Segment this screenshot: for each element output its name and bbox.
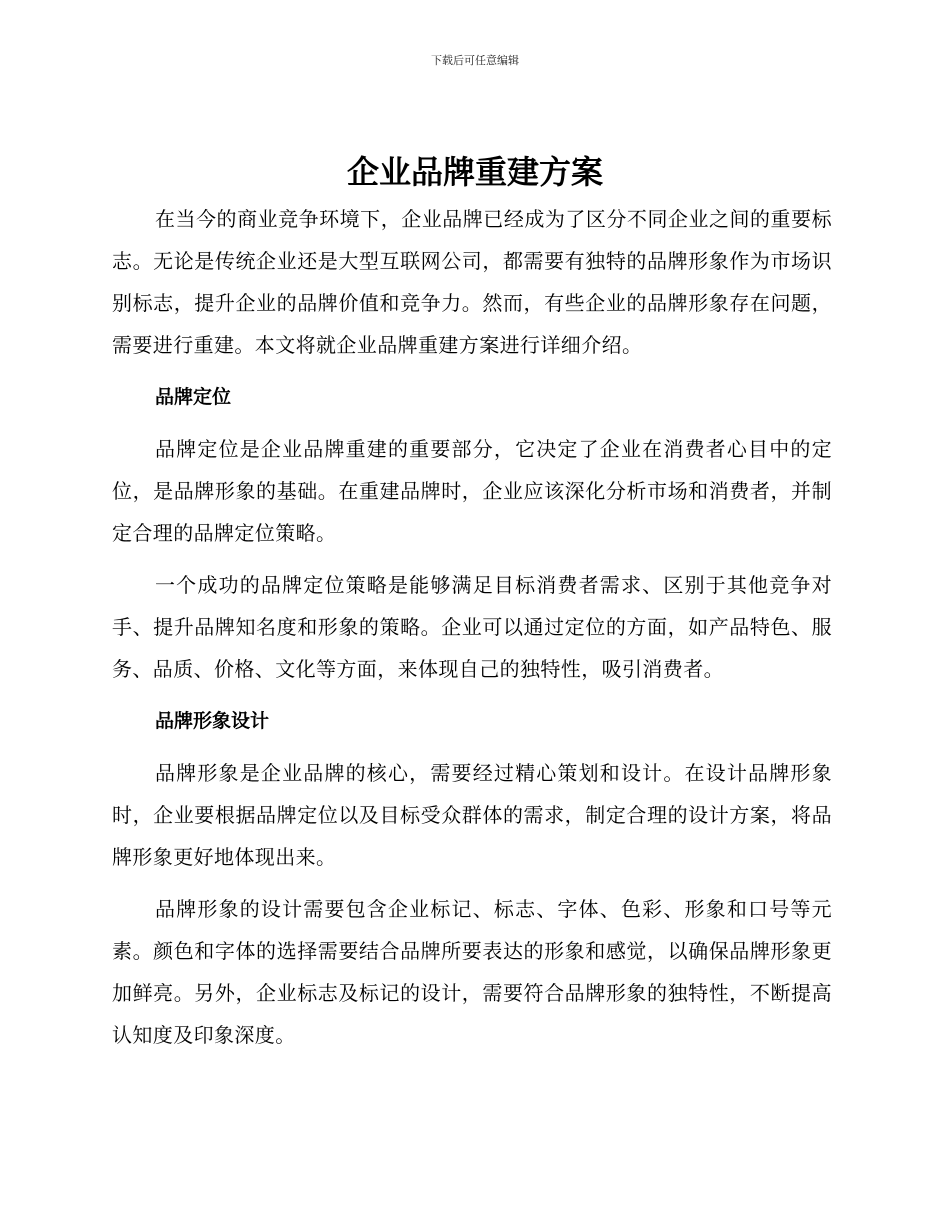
- section-heading-positioning: 品牌定位: [155, 386, 232, 408]
- document-title: 企业品牌重建方案: [346, 153, 603, 191]
- section-heading-image-design: 品牌形象设计: [155, 710, 270, 732]
- document-body: [112, 198, 832, 1066]
- positioning-paragraph-2: 一个成功的品牌定位策略是能够满足目标消费者需求、区别于其他竞争对手、提升品牌知名度和形象的策略。企业可以通过定位的方面，如产品特色、服务、品质、价格、文化等方面，来体现自己的独特性，吸引消费者。: [112, 573, 832, 681]
- header-note: 下载后可任意编辑: [431, 54, 519, 67]
- intro-paragraph: 在当今的商业竞争环境下，企业品牌已经成为了区分不同企业之间的重要标志。无论是传统企业还是大型互联网公司，都需要有独特的品牌形象作为市场识别标志，提升企业的品牌价值和竞争力。然而，有些企业的品牌形象存在问题，需要进行重建。本文将就企业品牌重建方案进行详细介绍。: [112, 207, 832, 357]
- image-design-paragraph-1: 品牌形象是企业品牌的核心，需要经过精心策划和设计。在设计品牌形象时，企业要根据品牌定位以及目标受众群体的需求，制定合理的设计方案，将品牌形象更好地体现出来。: [112, 761, 832, 869]
- positioning-paragraph-1: 品牌定位是企业品牌重建的重要部分，它决定了企业在消费者心目中的定位，是品牌形象的基础。在重建品牌时，企业应该深化分析市场和消费者，并制定合理的品牌定位策略。: [112, 437, 832, 545]
- image-design-paragraph-2: 品牌形象的设计需要包含企业标记、标志、字体、色彩、形象和口号等元素。颜色和字体的选择需要结合品牌所要表达的形象和感觉，以确保品牌形象更加鲜亮。另外，企业标志及标记的设计，需要符合品牌形象的独特性，不断提高认知度及印象深度。: [112, 897, 832, 1047]
